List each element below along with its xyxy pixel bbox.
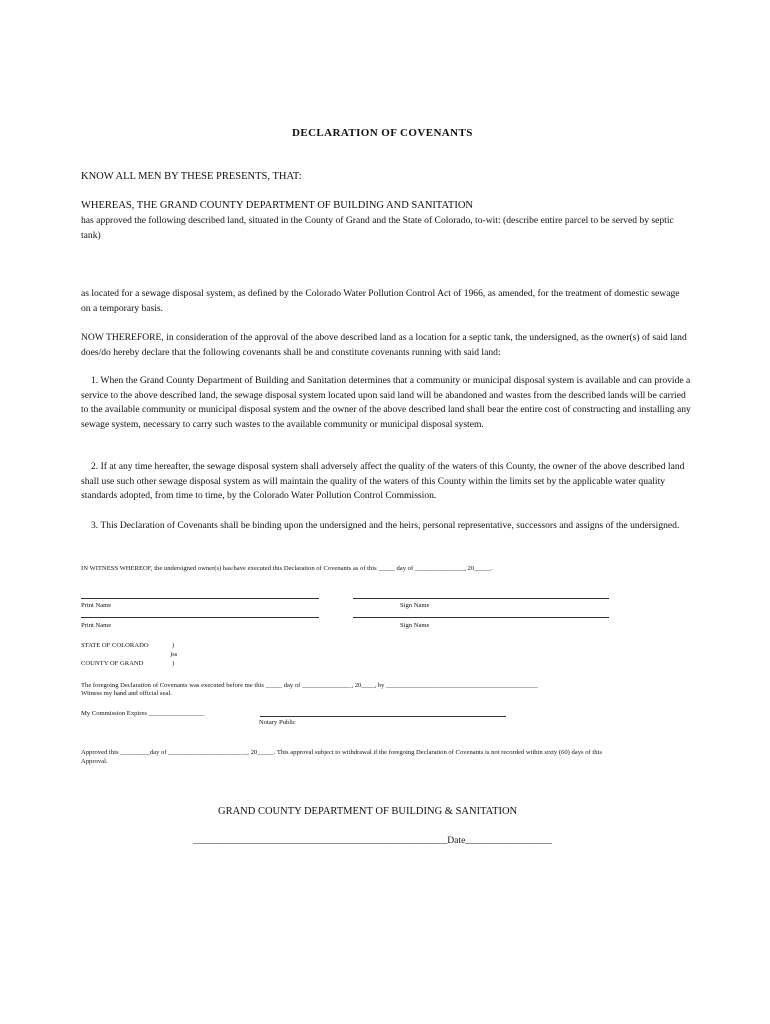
print-name-line-1[interactable] — [81, 598, 319, 599]
know-all-line: KNOW ALL MEN BY THESE PRESENTS, THAT: — [81, 171, 302, 182]
state-label: STATE OF COLORADO — [81, 642, 149, 649]
county-paren: ) — [172, 660, 175, 667]
sign-name-label-1: Sign Name — [400, 602, 430, 609]
whereas-text: has approved the following described land, situated in the County of Grand and the State of Colorado, to-wit: (describe entire parcel to be served by septic tank) — [81, 215, 674, 241]
covenant-1: 1. When the Grand County Department of Building and Sanitation determines that a community or municipal disposal system is available and can provide a service to the above described land, the sewage disposal system located upon said land will be abandoned and wastes from the described lands will be carried to the available community or municipal disposal system and the owner of the above described land shall bear the entire cost of constructing and installing any sewage system, necessary to carry such wastes to the available community or municipal disposal system. — [81, 375, 691, 430]
document-title: DECLARATION OF COVENANTS — [292, 127, 473, 139]
sign-name-line-1[interactable] — [353, 598, 609, 599]
print-name-line-2[interactable] — [81, 617, 319, 618]
approved-line-1: Approved this _________day of ________________________, 20_____. This approval subject to withdrawal if the foregoing Declaration of Covenants is not recorded within sixty (60) days of this — [81, 749, 602, 756]
commission-line: My Commission Expires _________________ — [81, 710, 205, 717]
ss-label: )ss — [170, 651, 178, 658]
sign-name-label-2: Sign Name — [400, 622, 430, 629]
department-name: GRAND COUNTY DEPARTMENT OF BUILDING & SANITATION — [218, 806, 518, 817]
located-text: as located for a sewage disposal system, as defined by the Colorado Water Pollution Control Act of 1966, as amended, for the treatment of domestic sewage on a temporary basis. — [81, 288, 680, 314]
date-signature-line: _____________________________________________________Date__________________ — [193, 835, 552, 846]
now-therefore-text: NOW THEREFORE, in consideration of the approval of the above described land as a location for a septic tank, the undersigned, as the owner(s) of said land does/do hereby declare that the following covenants shall be and constitute covenants running with said land: — [81, 332, 687, 358]
state-paren: ) — [172, 642, 175, 649]
covenant-2: 2. If at any time hereafter, the sewage disposal system shall adversely affect the quality of the waters of this County, the owner of the above described land shall use such other sewage disposal system as will maintain the quality of the waters of this County within the limits set by the applicable water quality standards adopted, from time to time, by the Colorado Water Pollution Control Commission. — [81, 461, 685, 502]
foregoing-line: The foregoing Declaration of Covenants was executed before me this _____ day of _______________, 20____, by ______________________________________________ — [81, 682, 538, 689]
sign-name-line-2[interactable] — [353, 617, 609, 618]
witness-line: IN WITNESS WHEREOF, the undersigned owner(s) has/have executed this Declaration of Covenants as of this _____ day of _______________, 20_____. — [81, 565, 493, 572]
print-name-label-2: Print Name — [81, 622, 112, 629]
approved-line-2: Approval. — [81, 758, 108, 765]
notary-signature-line[interactable] — [260, 716, 506, 717]
notary-public-label: Notary Public — [259, 719, 296, 726]
covenant-3: 3. This Declaration of Covenants shall be binding upon the undersigned and the heirs, personal representative, successors and assigns of the undersigned. — [91, 520, 680, 531]
witness-hand-line: Witness my hand and official seal. — [81, 690, 172, 697]
whereas-heading: WHEREAS, THE GRAND COUNTY DEPARTMENT OF BUILDING AND SANITATION — [81, 200, 473, 211]
county-label: COUNTY OF GRAND — [81, 660, 144, 667]
print-name-label-1: Print Name — [81, 602, 112, 609]
